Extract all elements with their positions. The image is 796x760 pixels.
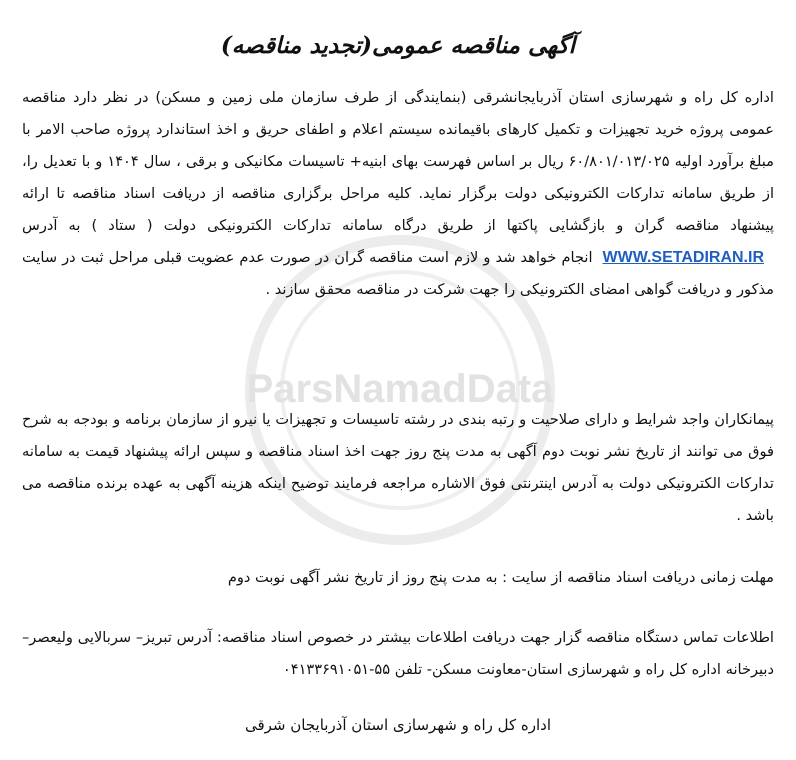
notice-title: آگهی مناقصه عمومی(تجدید مناقصه) [220, 32, 576, 59]
notice-contact-info: اطلاعات تماس دستگاه مناقصه گزار جهت دریافت اطلاعات بیشتر در خصوص اسناد مناقصه: آدرس تبریز– سربالایی ولیعصر– دبیرخانه اداره کل راه و شهرسازی استان-معاونت مسکن- تلفن ۵۵-۰۴۱۳۳۶۹۱۰۵۱ [22, 629, 774, 678]
notice-paragraph-1 [22, 82, 774, 306]
notice-signature: اداره کل راه و شهرسازی استان آذربایجان شرقی [244, 716, 552, 734]
paragraph-1-text-start: اداره کل راه و شهرسازی استان آذربایجانشرقی (بنمایندگی از طرف سازمان ملی زمین و مسکن) در نظر دارد مناقصه عمومی پروژه خرید تجهیزات و تکمیل کارهای باقیمانده سیستم اعلام و اطفای حریق و اخذ استاندارد پروژه صاحب الامر با مبلغ برآورد اولیه ۶۰/۸۰۱/۰۱۳/۰۲۵ ریال بر اساس فهرست بهای ابنیه+ تاسیسات مکانیکی و برقی ، سال ۱۴۰۴ و با تعدیل را، از طریق سامانه تدارکات الکترونیکی دولت برگزار نماید. کلیه مراحل برگزاری مناقصه از دریافت اسناد مناقصه تا ارائه پیشنهاد مناقصه گران و بازگشایی پاکتها از طریق درگاه سامانه تدارکات الکترونیکی دولت ( ستاد ) به آدرس [22, 89, 774, 234]
tender-notice [22, 0, 774, 760]
watermark-text: ParsNamadData [246, 367, 554, 411]
notice-paragraph-2: پیمانکاران واجد شرایط و دارای صلاحیت و رتبه بندی در رشته تاسیسات و تجهیزات یا نیرو از سازمان برنامه و بودجه به شرح فوق می توانند از تاریخ نشر نوبت دوم آگهی به مدت پنج روز جهت اخذ اسناد مناقصه و سپس ارائه پیشنهاد قیمت به سامانه تدارکات الکترونیکی دولت به آدرس اینترنتی فوق الاشاره مراجعه فرمایند توضیح اینکه هزینه آگهی به عهده برنده مناقصه می باشد . [22, 411, 774, 524]
notice-deadline: مهلت زمانی دریافت اسناد مناقصه از سایت : به مدت پنج روز از تاریخ نشر آگهی نوبت دوم [227, 569, 774, 586]
paragraph-1-text-end: انجام خواهد شد و لازم است مناقصه گران در صورت عدم عضویت قبلی مراحل ثبت در سایت مذکور و دریافت گواهی امضای الکترونیکی را جهت شرکت در مناقصه محقق سازند . [22, 249, 774, 298]
setadiran-link[interactable]: WWW.SETADIRAN.IR [602, 249, 764, 266]
